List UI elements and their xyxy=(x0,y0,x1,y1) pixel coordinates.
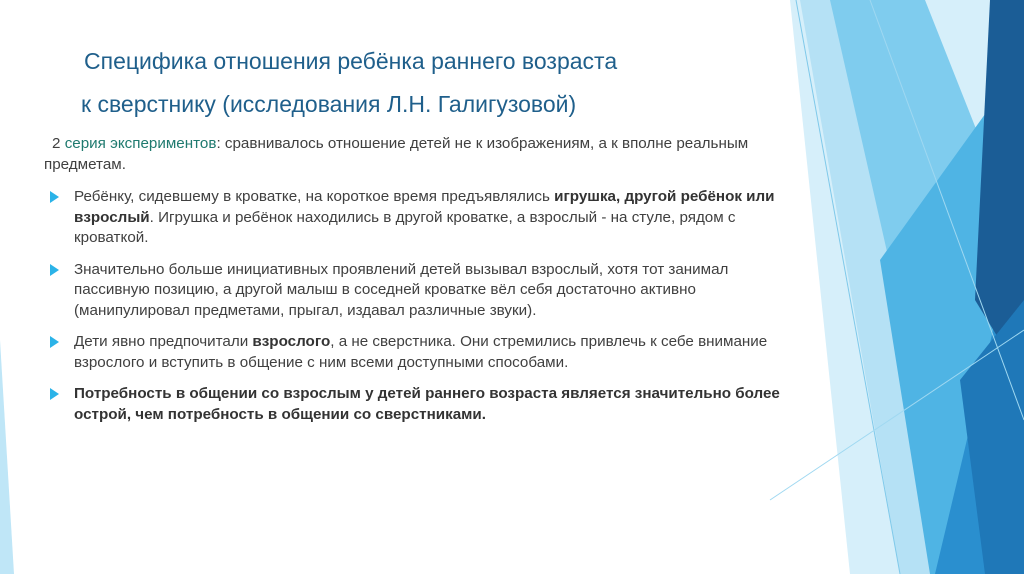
intro-paragraph xyxy=(44,134,784,175)
slide-title xyxy=(60,40,780,126)
bullet-item xyxy=(44,187,784,249)
title-line-1: Специфика отношения ребёнка раннего возраста xyxy=(84,48,618,74)
bullet-item xyxy=(44,384,784,425)
bullet-bold-text: взрослого xyxy=(252,333,331,350)
triangle-bullet-icon xyxy=(50,264,59,276)
bullet-text: Ребёнку, сидевшему в кроватке, на короткое время предъявлялись xyxy=(74,188,555,205)
title-line-2: к сверстнику (исследования Л.Н. Галигузовой) xyxy=(81,91,577,117)
intro-number: 2 xyxy=(52,135,61,152)
bullet-text: , а не сверстника. Они стремились привлечь к себе внимание взрослого и вступить в общение с ним всеми доступными способами. xyxy=(74,333,768,371)
decor-left-strip xyxy=(0,340,14,574)
bullet-text: Дети явно предпочитали xyxy=(74,333,253,350)
triangle-bullet-icon xyxy=(50,191,59,203)
triangle-bullet-icon xyxy=(50,336,59,348)
bullet-list xyxy=(44,187,784,425)
intro-label: серия экспериментов xyxy=(64,135,217,152)
bullet-text: . Игрушка и ребёнок находились в другой кроватке, а взрослый - на стуле, рядом с кроваткой. xyxy=(74,208,736,246)
bullet-item xyxy=(44,332,784,373)
slide-content xyxy=(44,134,784,436)
bullet-bold-text: игрушка, другой ребёнок или взрослый xyxy=(74,188,775,226)
intro-colon: : xyxy=(216,135,221,152)
triangle-bullet-icon xyxy=(50,388,59,400)
bullet-item xyxy=(44,260,784,322)
bullet-bold-text: Потребность в общении со взрослым у детей раннего возраста является значительно более острой, чем потребность в общении со сверстниками. xyxy=(74,385,780,423)
bullet-text: Значительно больше инициативных проявлений детей вызывал взрослый, хотя тот занимал пассивную позицию, а другой малыш в соседней кроватке вёл себя достаточно активно (манипулировал предметами, прыгал, издавал различные звуки). xyxy=(74,260,729,319)
intro-text: сравнивалось отношение детей не к изображениям, а к вполне реальным предметам. xyxy=(44,135,749,173)
